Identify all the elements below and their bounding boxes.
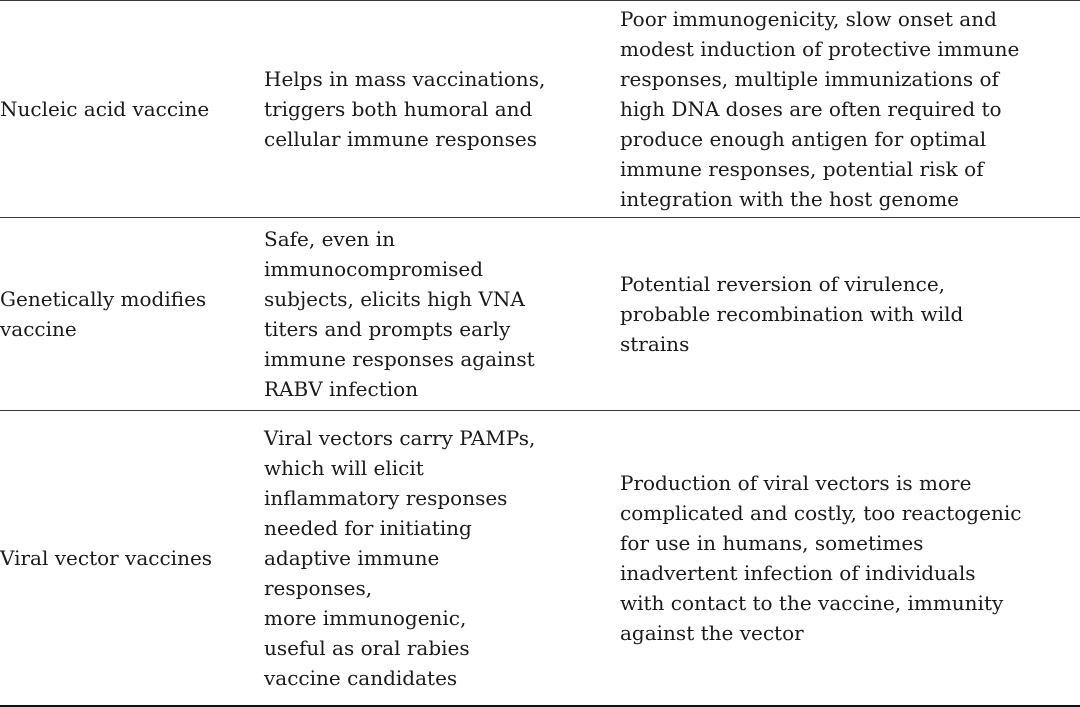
disadvantages-text: Production of viral vectors is more complicated and costly, too reactogenic for use in humans, sometimes inadvertent infection of individuals with contact to the vaccine, immunity against the vector — [620, 471, 1022, 645]
disadvantages-text: Potential reversion of virulence, probable recombination with wild strains — [620, 272, 964, 356]
vaccine-type-cell — [0, 1, 264, 218]
advantages-text: Safe, even in immunocompromised subjects, elicits high VNA titers and prompts early immune responses against RABV infection — [264, 227, 535, 401]
table-row — [0, 411, 1080, 707]
advantages-text: Helps in mass vaccinations, triggers both humoral and cellular immune responses — [264, 67, 546, 151]
advantages-cell — [264, 218, 620, 411]
table-row — [0, 1, 1080, 218]
vaccine-type-cell — [0, 411, 264, 707]
table-row — [0, 218, 1080, 411]
vaccine-type-text: Nucleic acid vaccine — [0, 97, 210, 121]
disadvantages-text: Poor immunogenicity, slow onset and modest induction of protective immune responses, multiple immunizations of high DNA doses are often required to produce enough antigen for optimal immune responses, potential risk of integration with the host genome — [620, 7, 1020, 211]
vaccine-type-cell — [0, 218, 264, 411]
disadvantages-cell — [620, 1, 1080, 218]
disadvantages-cell — [620, 411, 1080, 707]
vaccine-type-text: Genetically modifies vaccine — [0, 287, 207, 341]
advantages-cell — [264, 411, 620, 707]
advantages-cell — [264, 1, 620, 218]
disadvantages-cell — [620, 218, 1080, 411]
vaccine-type-text: Viral vector vaccines — [0, 546, 213, 570]
advantages-text: Viral vectors carry PAMPs, which will elicit inflammatory responses needed for initiating adaptive immune responses, more immunogenic, useful as oral rabies vaccine candidates — [264, 426, 536, 690]
